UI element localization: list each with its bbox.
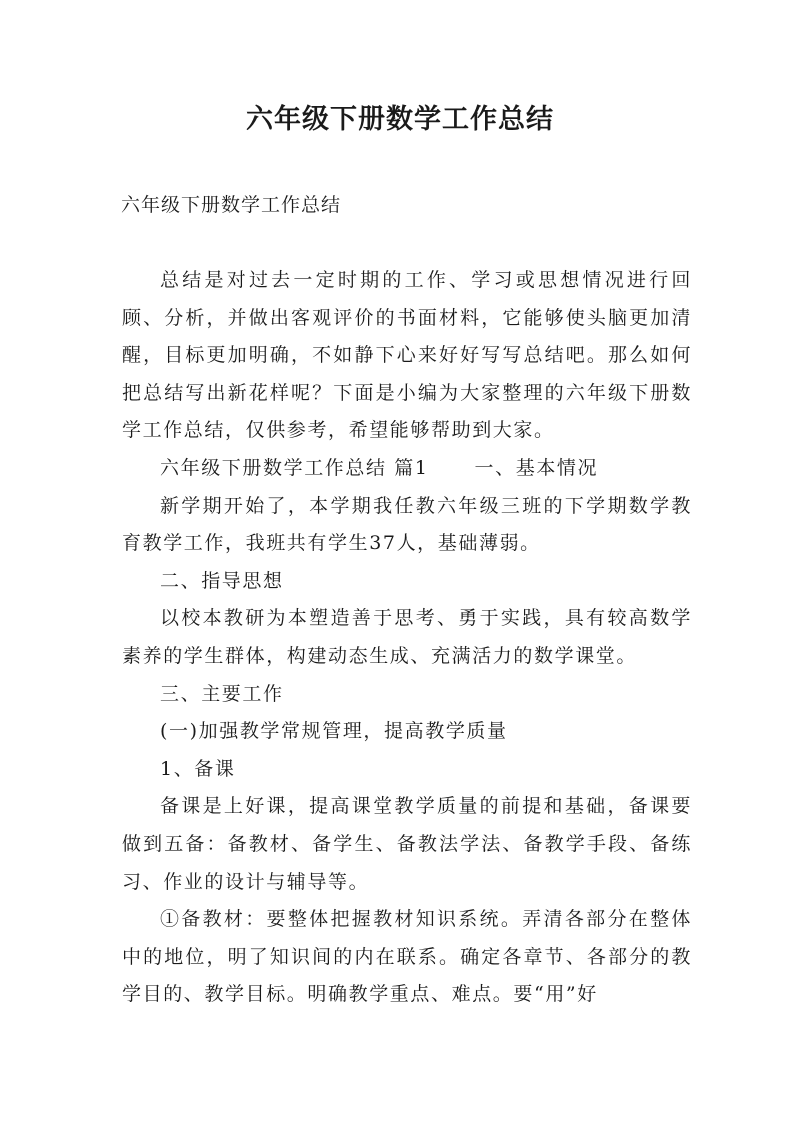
document-body	[122, 262, 692, 1014]
section-one-heading: 一、基本情况	[474, 456, 599, 479]
intro-paragraph: 总结是对过去一定时期的工作、学习或思想情况进行回顾、分析，并做出客观评价的书面材料，它能够使头脑更加清醒，目标更加明确，不如静下心来好好写写总结吧。那么如何把总结写出新花样呢？下面是小编为大家整理的六年级下册数学工作总结，仅供参考，希望能够帮助到大家。	[122, 269, 692, 442]
guide-paragraph: 以校本教研为本塑造善于思考、勇于实践，具有较高数学素养的学生群体，构建动态生成、充满活力的数学课堂。	[122, 607, 692, 667]
section-line	[122, 450, 692, 488]
material-paragraph: ①备教材：要整体把握教材知识系统。弄清各部分在整体中的地位，明了知识间的内在联系。确定各章节、各部分的教学目的、教学目标。明确教学重点、难点。要“用”好	[122, 908, 692, 1006]
main-heading: 三、主要工作	[160, 682, 284, 705]
item-heading: 1、备课	[160, 757, 236, 780]
sub-heading: (一)加强教学常规管理，提高教学质量	[160, 720, 508, 743]
guide-heading: 二、指导思想	[160, 569, 284, 592]
prep-paragraph: 备课是上好课，提高课堂教学质量的前提和基础，备课要做到五备：备教材、备学生、备教法学法、备教学手段、备练习、作业的设计与辅导等。	[122, 795, 692, 893]
document-title: 六年级下册数学工作总结	[246, 104, 554, 135]
document-subtitle: 六年级下册数学工作总结	[121, 194, 342, 216]
basic-paragraph: 新学期开始了，本学期我任教六年级三班的下学期数学教育教学工作，我班共有学生37人，基础薄弱。	[122, 494, 692, 555]
section-title: 六年级下册数学工作总结 篇1	[160, 456, 429, 479]
